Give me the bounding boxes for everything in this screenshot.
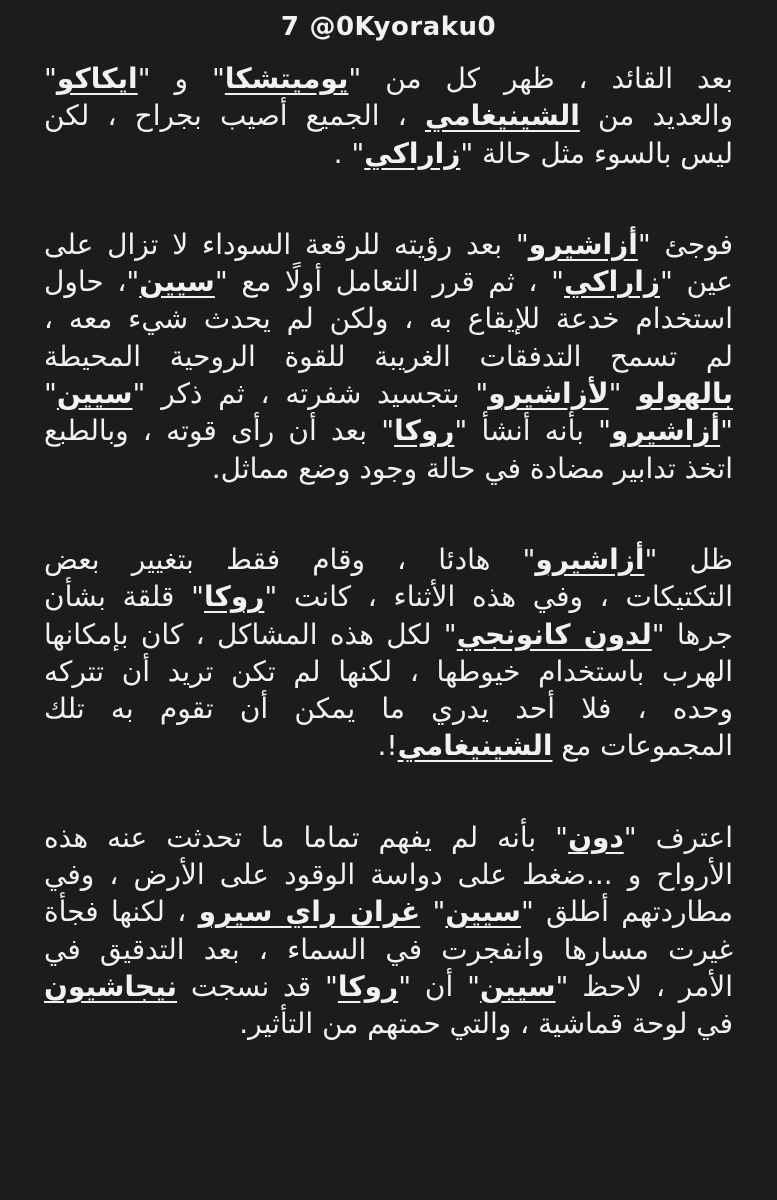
text-segment: عين " — [660, 265, 733, 299]
text-line — [44, 263, 733, 300]
text-segment: استخدام خدعة للإيقاع به ، ولكن لم يحدث شيء معه ، — [44, 302, 733, 336]
highlighted-name: سيين — [56, 377, 133, 411]
text-segment: " أن " — [398, 969, 480, 1003]
text-line — [44, 541, 733, 578]
highlighted-name: دون — [568, 820, 624, 854]
highlighted-name: ايكاكو — [56, 62, 138, 95]
highlighted-name: سيين — [445, 895, 521, 929]
text-segment: " — [608, 377, 638, 411]
text-segment: فوجئ " — [637, 227, 733, 261]
paragraph — [44, 226, 733, 487]
text-line — [44, 1005, 733, 1042]
text-segment: لم تسمح التدفقات الغريبة للقوة الروحية المحيطة — [44, 339, 733, 373]
text-segment: التكتيكات ، وفي هذه الأثناء ، كانت " — [264, 580, 733, 614]
text-segment: الأمر ، لاحظ " — [555, 969, 733, 1003]
text-segment: " بأنه أنشأ " — [454, 414, 611, 448]
text-segment: " ، ثم قرر التعامل أولًا مع " — [214, 265, 564, 299]
paragraph — [44, 60, 733, 172]
highlighted-name: لدون كانونجي — [456, 617, 652, 651]
text-segment: غيرت مسارها وانفجرت في السماء ، بعد التدقيق في — [44, 932, 733, 966]
highlighted-name: لأزاشيرو — [488, 377, 609, 411]
post-number: 7 — [280, 12, 300, 42]
text-segment: " . — [333, 136, 365, 170]
text-line — [44, 968, 733, 1005]
text-segment: "، حاول — [44, 265, 140, 299]
highlighted-name: زاراكي — [563, 265, 661, 299]
text-segment: والعديد من — [579, 99, 733, 133]
text-segment: " بتجسيد شفرته ، ثم ذكر " — [132, 377, 489, 411]
highlighted-name: أزاشيرو — [535, 542, 645, 576]
text-line — [44, 856, 733, 893]
paragraph — [44, 541, 733, 765]
highlighted-name: الشينيغامي — [424, 99, 580, 133]
text-segment: المجموعات مع — [552, 729, 733, 763]
text-segment: جرها " — [651, 617, 733, 651]
highlighted-name: روكا — [204, 580, 265, 614]
highlighted-name: الشينيغامي — [397, 729, 553, 763]
text-segment: ظل " — [644, 542, 733, 576]
text-line — [44, 450, 733, 487]
text-segment: " هادئا ، وقام فقط بتغيير بعض — [44, 542, 536, 576]
highlighted-name: أزاشيرو — [528, 227, 638, 261]
highlighted-name: غران راي سيرو — [198, 895, 421, 929]
text-segment: " قد نسجت — [177, 969, 338, 1003]
text-line — [44, 97, 733, 134]
text-segment: في لوحة قماشية ، والتي حمتهم من التأثير. — [239, 1007, 733, 1041]
text-segment: ، لكنها فجأة — [44, 895, 199, 929]
text-line — [44, 60, 733, 97]
highlighted-name: سيين — [139, 265, 215, 299]
post-header — [0, 12, 777, 42]
text-segment: ليس بالسوء مثل حالة " — [460, 136, 733, 170]
text-line — [44, 300, 733, 337]
author-handle: @0Kyoraku0 — [309, 12, 497, 42]
highlighted-name: سيين — [479, 969, 556, 1003]
text-line — [44, 819, 733, 856]
text-segment: " — [720, 414, 733, 448]
text-line — [44, 893, 733, 930]
text-segment: بعد القائد ، ظهر كل من " — [348, 62, 733, 95]
text-line — [44, 578, 733, 615]
text-segment: !. — [377, 729, 398, 763]
highlighted-name: روكا — [394, 414, 455, 448]
text-segment: " لكل هذه المشاكل ، كان بإمكانها — [44, 617, 457, 651]
text-segment: " و " — [137, 62, 225, 95]
text-line — [44, 653, 733, 690]
text-segment: " — [44, 62, 57, 95]
text-segment: " قلقة بشأن — [44, 580, 205, 614]
story-text — [44, 60, 733, 1043]
highlighted-name: بالهولو — [637, 377, 733, 411]
text-segment: ، الجميع أصيب بجراح ، لكن — [44, 99, 425, 133]
text-segment: " — [44, 377, 57, 411]
highlighted-name: يوميتشكا — [224, 62, 349, 95]
text-line — [44, 727, 733, 764]
text-segment: " بعد أن رأى قوته ، وبالطبع — [44, 414, 395, 448]
highlighted-name: أزاشيرو — [611, 414, 721, 448]
text-segment: اتخذ تدابير مضادة في حالة وجود وضع مماثل. — [211, 451, 733, 485]
highlighted-name: روكا — [337, 969, 399, 1003]
text-segment: الأرواح و ...ضغط على دواسة الوقود على الأرض ، وفي — [44, 858, 733, 892]
highlighted-name: زاراكي — [364, 136, 461, 170]
text-segment: اعترف " — [623, 820, 733, 854]
text-segment: مطاردتهم أطلق " — [520, 895, 734, 929]
text-segment: " — [420, 895, 446, 929]
text-line — [44, 690, 733, 727]
text-segment: " بعد رؤيته للرقعة السوداء لا تزال على — [44, 227, 529, 261]
text-line — [44, 226, 733, 263]
text-segment: " بأنه لم يفهم تماما ما تحدثت عنه هذه — [44, 820, 569, 854]
paragraph — [44, 819, 733, 1043]
text-line — [44, 135, 733, 172]
text-line — [44, 931, 733, 968]
text-line — [44, 375, 733, 412]
text-line — [44, 338, 733, 375]
text-line — [44, 616, 733, 653]
text-line — [44, 412, 733, 449]
text-segment: الهرب باستخدام خيوطها ، لكنها لم تكن تريد أن تتركه — [44, 654, 733, 688]
text-segment: وحده ، فلا أحد يدري ما يمكن أن تقوم به تلك — [44, 692, 733, 726]
highlighted-name: نيجاشيون — [44, 969, 178, 1003]
